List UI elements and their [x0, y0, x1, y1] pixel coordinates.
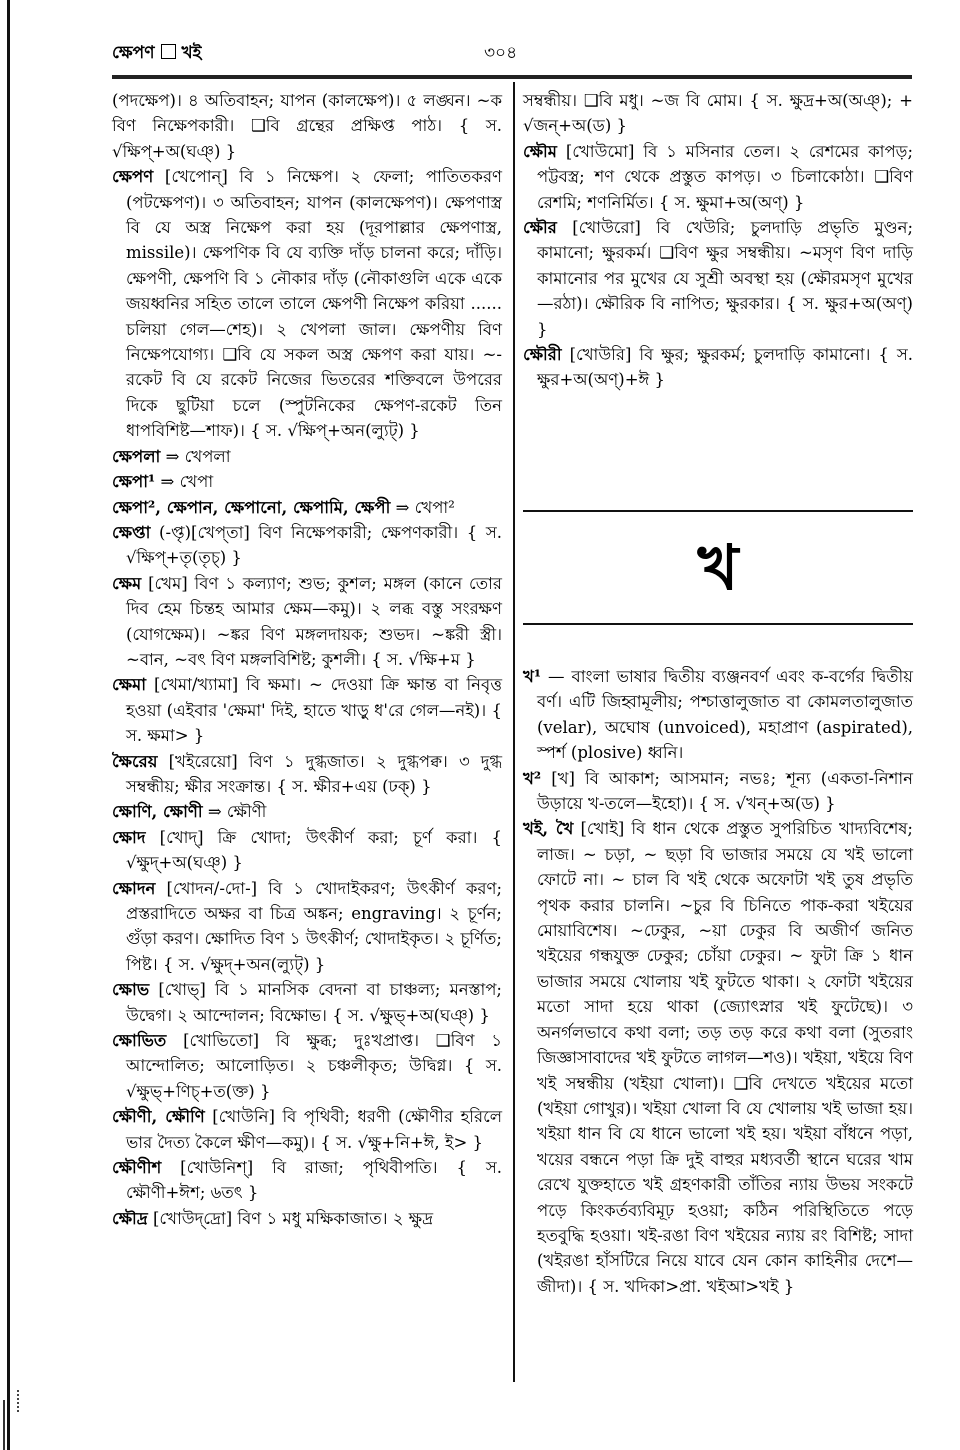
- entry-headword: খ¹: [523, 667, 542, 686]
- dictionary-entry: [112, 444, 502, 469]
- section-divider: [523, 510, 913, 626]
- page-edge-shadow: [3, 1400, 5, 1450]
- dictionary-entry: [523, 215, 913, 342]
- entry-definition: ⇒ খেপলা: [165, 446, 231, 466]
- dictionary-entry: [523, 664, 913, 766]
- entry-headword: খই, খৈ: [523, 819, 574, 839]
- entry-headword: ক্ষেমা: [112, 675, 147, 695]
- entry-definition: [খেমা/খ্যামা] বি ক্ষমা। ~ দেওয়া ক্রি ক্ষান্ত বা নিবৃত্ত হওয়া (এইবার 'ক্ষেমা' দিই, হাতে খাড়ু ধ'রে গেল—নই)। { স. ক্ষমা> }: [126, 675, 502, 746]
- entry-definition: ⇒ খেপা: [160, 472, 214, 492]
- dictionary-entry: [112, 469, 502, 494]
- dictionary-entry: [112, 799, 502, 824]
- entry-headword: ক্ষৌদ্র: [112, 1208, 148, 1228]
- entry-headword: ক্ষৌণীশ: [112, 1158, 162, 1178]
- running-head-first: ক্ষেপণ: [112, 43, 155, 63]
- dictionary-entry: [112, 749, 502, 800]
- entry-definition: (-প্তৃ)[খেপ্‌তা] বিণ নিক্ষেপকারী; ক্ষেপণকারী। { স. √ক্ষিপ্+তৃ(তৃচ্) }: [126, 522, 502, 568]
- page-edge: [7, 0, 10, 1450]
- entry-headword: খ²: [523, 768, 542, 788]
- dictionary-entry: [112, 1028, 502, 1104]
- entry-definition: [খোউনি] বি পৃথিবী; ধরণী (ক্ষৌণীর হরিলে ভার দৈত্য কৈলে ক্ষীণ—কমু)। { স. √ক্ষু+নি+ঈ, ই> }: [126, 1107, 502, 1152]
- entry-definition: [খোভিতো] বি ক্ষুব্ধ; দুঃখপ্রাপ্ত। ❑বিণ ১ আন্দোলিত; আলোড়িত। ২ চঞ্চলীকৃত; উদ্বিগ্ন। { স. √ক্ষুভ্+ণিচ্+ত(ক্ত) }: [126, 1031, 502, 1101]
- entry-definition: [খোদন/-দো-] বি ১ খোদাইকরণ; উৎকীর্ণ করণ; প্রস্তরাদিতে অক্ষর বা চিত্র অঙ্কন; engraving। ২ চূর্ণন; গুঁড়া করণ। ক্ষোদিত বিণ ১ উৎকীর্ণ; খোদাইকৃত। ২ চূর্ণিত; পিষ্ট। { স. √ক্ষুদ্+অন(ল্যুট্) }: [126, 878, 502, 974]
- dictionary-entry: [523, 342, 913, 393]
- header-rule: [112, 75, 912, 79]
- left-column: [112, 88, 502, 1231]
- entry-headword: ক্ষৌরী: [523, 345, 562, 365]
- entry-headword: ক্ষেপ্তা: [112, 522, 151, 542]
- scan-mark: [17, 1390, 19, 1412]
- dictionary-entry: [523, 139, 913, 215]
- entry-headword: ক্ষেম: [112, 573, 142, 593]
- entry-headword: ক্ষোদ: [112, 827, 146, 847]
- dictionary-entry: [112, 520, 502, 571]
- entry-headword: ক্ষোণি, ক্ষোণী: [112, 802, 203, 822]
- entry-headword: ক্ষেপা², ক্ষেপান, ক্ষেপানো, ক্ষেপামি, ক্ষেপী: [112, 497, 391, 517]
- entry-definition: [খোউনিশ্] বি রাজা; পৃথিবীপতি। { স. ক্ষৌণী+ঈশ; ৬তৎ }: [126, 1158, 502, 1203]
- entry-continuation: [523, 88, 913, 139]
- dictionary-entry: [112, 495, 502, 520]
- right-column-lower: [523, 664, 913, 1299]
- entry-definition: [খোউদ্‌দ্রো] বিণ ১ মধু মক্ষিকাজাত। ২ ক্ষুদ্র: [153, 1208, 434, 1228]
- column-divider: [513, 82, 515, 1382]
- entry-definition: [খ] বি আকাশ; আসমান; নভঃ; শূন্য (একতা-নিশান উড়ায়ে খ-তলে—ইহো)। { স. √খন্+অ(ড) }: [537, 768, 913, 814]
- entry-definition: [খেম] বিণ ১ কল্যাণ; শুভ; কুশল; মঙ্গল (কানে তোর দিব হেম চিন্তহ আমার ক্ষেম—কমু)। ২ লব্ধ বস্তু সংরক্ষণ (যোগক্ষেম)। ~ঙ্কর বিণ মঙ্গলদায়ক; শুভদ। ~ঙ্করী স্ত্রী। ~বান, ~বৎ বিণ মঙ্গলবিশিষ্ট; কুশলী। { স. √ক্ষি+ম }: [126, 573, 502, 669]
- entry-headword: ক্ষোভিত: [112, 1031, 167, 1051]
- separator-box-icon: [161, 44, 176, 59]
- entry-headword: ক্ষৈরেয়: [112, 751, 158, 771]
- entry-definition: [খোউমো] বি ১ মসিনার তেল। ২ রেশমের কাপড়; পট্টবস্ত্র; শণ থেকে প্রস্তুত কাপড়। ৩ চিলাকোঠা। ❑বিণ রেশমি; শণনির্মিত। { স. ক্ষুমা+অ(অণ্) }: [537, 141, 914, 212]
- dictionary-entry: [523, 766, 913, 817]
- entry-headword: ক্ষোভ: [112, 980, 150, 1000]
- dictionary-entry: [112, 1206, 502, 1231]
- entry-definition: [খোউরো] বি খেউরি; চুলদাড়ি প্রভৃতি মুণ্ডন; কামানো; ক্ষুরকর্ম। ❑বিণ ক্ষুর সম্বন্ধীয়। ~মসৃণ বিণ দাড়ি কামানোর পর মুখের যে সুশ্রী অবস্থা হয় (ক্ষৌরমসৃণ মুখের—রঠা)। ক্ষৌরিক বি নাপিত; ক্ষুরকার। { স. ক্ষুর+অ(অণ্) }: [537, 218, 914, 339]
- entry-definition: ⇒ ক্ষৌণী: [207, 802, 267, 822]
- section-rule-bottom: [523, 623, 913, 625]
- dictionary-entry: [112, 1155, 502, 1206]
- entry-definition: [খোউরি] বি ক্ষুর; ক্ষুরকর্ম; চুলদাড়ি কামানো। { স. ক্ষুর+অ(অণ্)+ঈ }: [537, 345, 913, 390]
- entry-definition: [খইরেয়ো] বিণ ১ দুগ্ধজাত। ২ দুগ্ধপক্ব। ৩ দুগ্ধ সম্বন্ধীয়; ক্ষীর সংক্রান্ত। { স. ক্ষীর+এয় (ঢক্) }: [126, 751, 503, 796]
- entry-headword: ক্ষেপা¹: [112, 472, 156, 492]
- dictionary-entry: [112, 164, 502, 443]
- entry-definition: ⇒ খেপা²: [395, 497, 455, 517]
- dictionary-entry: [112, 977, 502, 1028]
- entry-headword: ক্ষৌণী, ক্ষৌণি: [112, 1107, 205, 1127]
- section-rule-top: [523, 510, 913, 512]
- dictionary-entry: [112, 672, 502, 748]
- dictionary-entry: [112, 825, 502, 876]
- entry-definition: [খোই] বি ধান থেকে প্রস্তুত সুপরিচিত খাদ্যবিশেষ; লাজ। ~ চড়া, ~ ছড়া বি ভাজার সময়ে যে খই ভালো ফোটে না। ~ চাল বি খই থেকে অফোটা খই তুষ প্রভৃতি পৃথক করার চালনি। ~চুর বি চিনিতে পাক-করা খইয়ের মোয়াবিশেষ। ~ঢেকুর, ~য়া ঢেকুর বি অজীর্ণ জনিত খইয়ের গন্ধযুক্ত ঢেকুর; চোঁয়া ঢেকুর। ~ ফুটা ক্রি ১ ধান ভাজার সময়ে খোলায় খই ফুটতে থাকা। ২ ফোটা খইয়ের মতো সাদা হয়ে থাকা (জ্যোৎস্নার খই ফুটেছে)। ৩ অনর্গলভাবে কথা বলা; তড় তড় করে কথা বলা (সুতরাং জিজ্ঞাসাবাদের খই ফুটতে লাগল—শও)। খইয়া, খইয়ে বিণ খই সম্বন্ধীয় (খইয়া খোলা)। ❑বি দেখতে খইয়ের মতো (খইয়া গোখুর)। খইয়া খোলা বি যে খোলায় খই ভাজা হয়। খইয়া ধান বি যে ধানে ভালো খই হয়। খইয়া বাঁধনে পড়া, খয়ের বন্ধনে পড়া ক্রি দুই বাহুর মধ্যবর্তী স্থানে ঘরের খাম রেখে যুক্তহাতে খই গ্রহণকারী তাঁতির ন্যায় উভয় সংকটে পড়ে কিংকর্তব্যবিমূঢ় হওয়া; কঠিন পরিস্থিতিতে পড়ে হতবুদ্ধি হওয়া। খই-রঙা বিণ খইয়ের ন্যায় রং বিশিষ্ট; সাদা (খইরঙা হাঁসটিরে নিয়ে যাবে যেন কোন কাহিনীর দেশে—জীদা)। { স. খদিকা>প্রা. খইআ>খই }: [537, 819, 913, 1296]
- entry-definition: — বাংলা ভাষার দ্বিতীয় ব্যঞ্জনবর্ণ এবং ক-বর্গের দ্বিতীয় বর্ণ। এটি জিহ্বামূলীয়; পশ্চাত্তালুজাত বা কোমলতালুজাত (velar), অঘোষ (unvoiced), মহাপ্রাণ (aspirated), স্পর্শ (plosive) ধ্বনি।: [537, 667, 913, 763]
- page-header: [112, 40, 912, 70]
- dictionary-entry: [112, 876, 502, 978]
- entry-definition: (পদক্ষেপ)। ৪ অতিবাহন; যাপন (কালক্ষেপ)। ৫ লঙ্ঘন। ~ক বিণ নিক্ষেপকারী। ❑বি গ্রন্থের প্রক্ষিপ্ত পাঠ। { স. √ক্ষিপ্+অ(ঘঞ্) }: [112, 91, 502, 161]
- entry-headword: ক্ষেপলা: [112, 446, 161, 466]
- entry-definition: [খেপোন্] বি ১ নিক্ষেপ। ২ ফেলা; পাতিতকরণ (পটক্ষেপণ)। ৩ অতিবাহন; যাপন (কালক্ষেপণ)। ক্ষেপণাস্ত্র বি যে অস্ত্র নিক্ষেপ করা হয় (দূরপাল্লার ক্ষেপণাস্ত্র, missile)। ক্ষেপণিক বি যে ব্যক্তি দাঁড় চালনা করে; দাঁড়ি। ক্ষেপণী, ক্ষেপণি বি ১ নৌকার দাঁড় (নৌকাগুলি একে একে জয়ধ্বনির সহিত তালে তালে ক্ষেপণী নিক্ষেপ করিয়া ...... চলিয়া গেল—শেহ)। ২ খেপলা জাল। ক্ষেপণীয় বিণ নিক্ষেপযোগ্য। ❑বি যে সকল অস্ত্র ক্ষেপণ করা যায়। ~-রকেট বি যে রকেট নিজের ভিতরের শক্তিবলে উপরের দিকে ছুটিয়া চলে (স্পুটনিকের ক্ষেপণ-রকেট তিন ধাপবিশিষ্ট—শাফ)। { স. √ক্ষিপ্+অন(ল্যুট্) }: [126, 167, 502, 441]
- right-column-upper: [523, 88, 913, 393]
- running-head-last: খই: [181, 43, 202, 63]
- dictionary-entry: [523, 816, 913, 1299]
- page-number: ৩০৪: [484, 43, 518, 63]
- dictionary-entry: [112, 571, 502, 673]
- entry-definition: [খোভ্] বি ১ মানসিক বেদনা বা চাঞ্চল্য; মনস্তাপ; উদ্বেগ। ২ আন্দোলন; বিক্ষোভ। { স. √ক্ষুভ্+অ(ঘঞ্) }: [126, 980, 502, 1025]
- entry-headword: ক্ষৌম: [523, 141, 557, 161]
- entry-definition: সম্বন্ধীয়। ❑বি মধু। ~জ বি মোম। { স. ক্ষুদ্র+অ(অঞ্); + √জন্+অ(ড) }: [523, 91, 913, 136]
- entry-headword: ক্ষোদন: [112, 878, 156, 898]
- dictionary-entry: [112, 1104, 502, 1155]
- entry-definition: [খোদ্] ক্রি খোদা; উৎকীর্ণ করা; চূর্ণ করা। { √ক্ষুদ্+অ(ঘঞ্) }: [126, 827, 502, 873]
- running-head: [112, 40, 202, 68]
- entry-continuation: [112, 88, 502, 164]
- entry-headword: ক্ষেপণ: [112, 167, 154, 187]
- entry-headword: ক্ষৌর: [523, 218, 557, 238]
- section-letter: খ: [697, 531, 739, 604]
